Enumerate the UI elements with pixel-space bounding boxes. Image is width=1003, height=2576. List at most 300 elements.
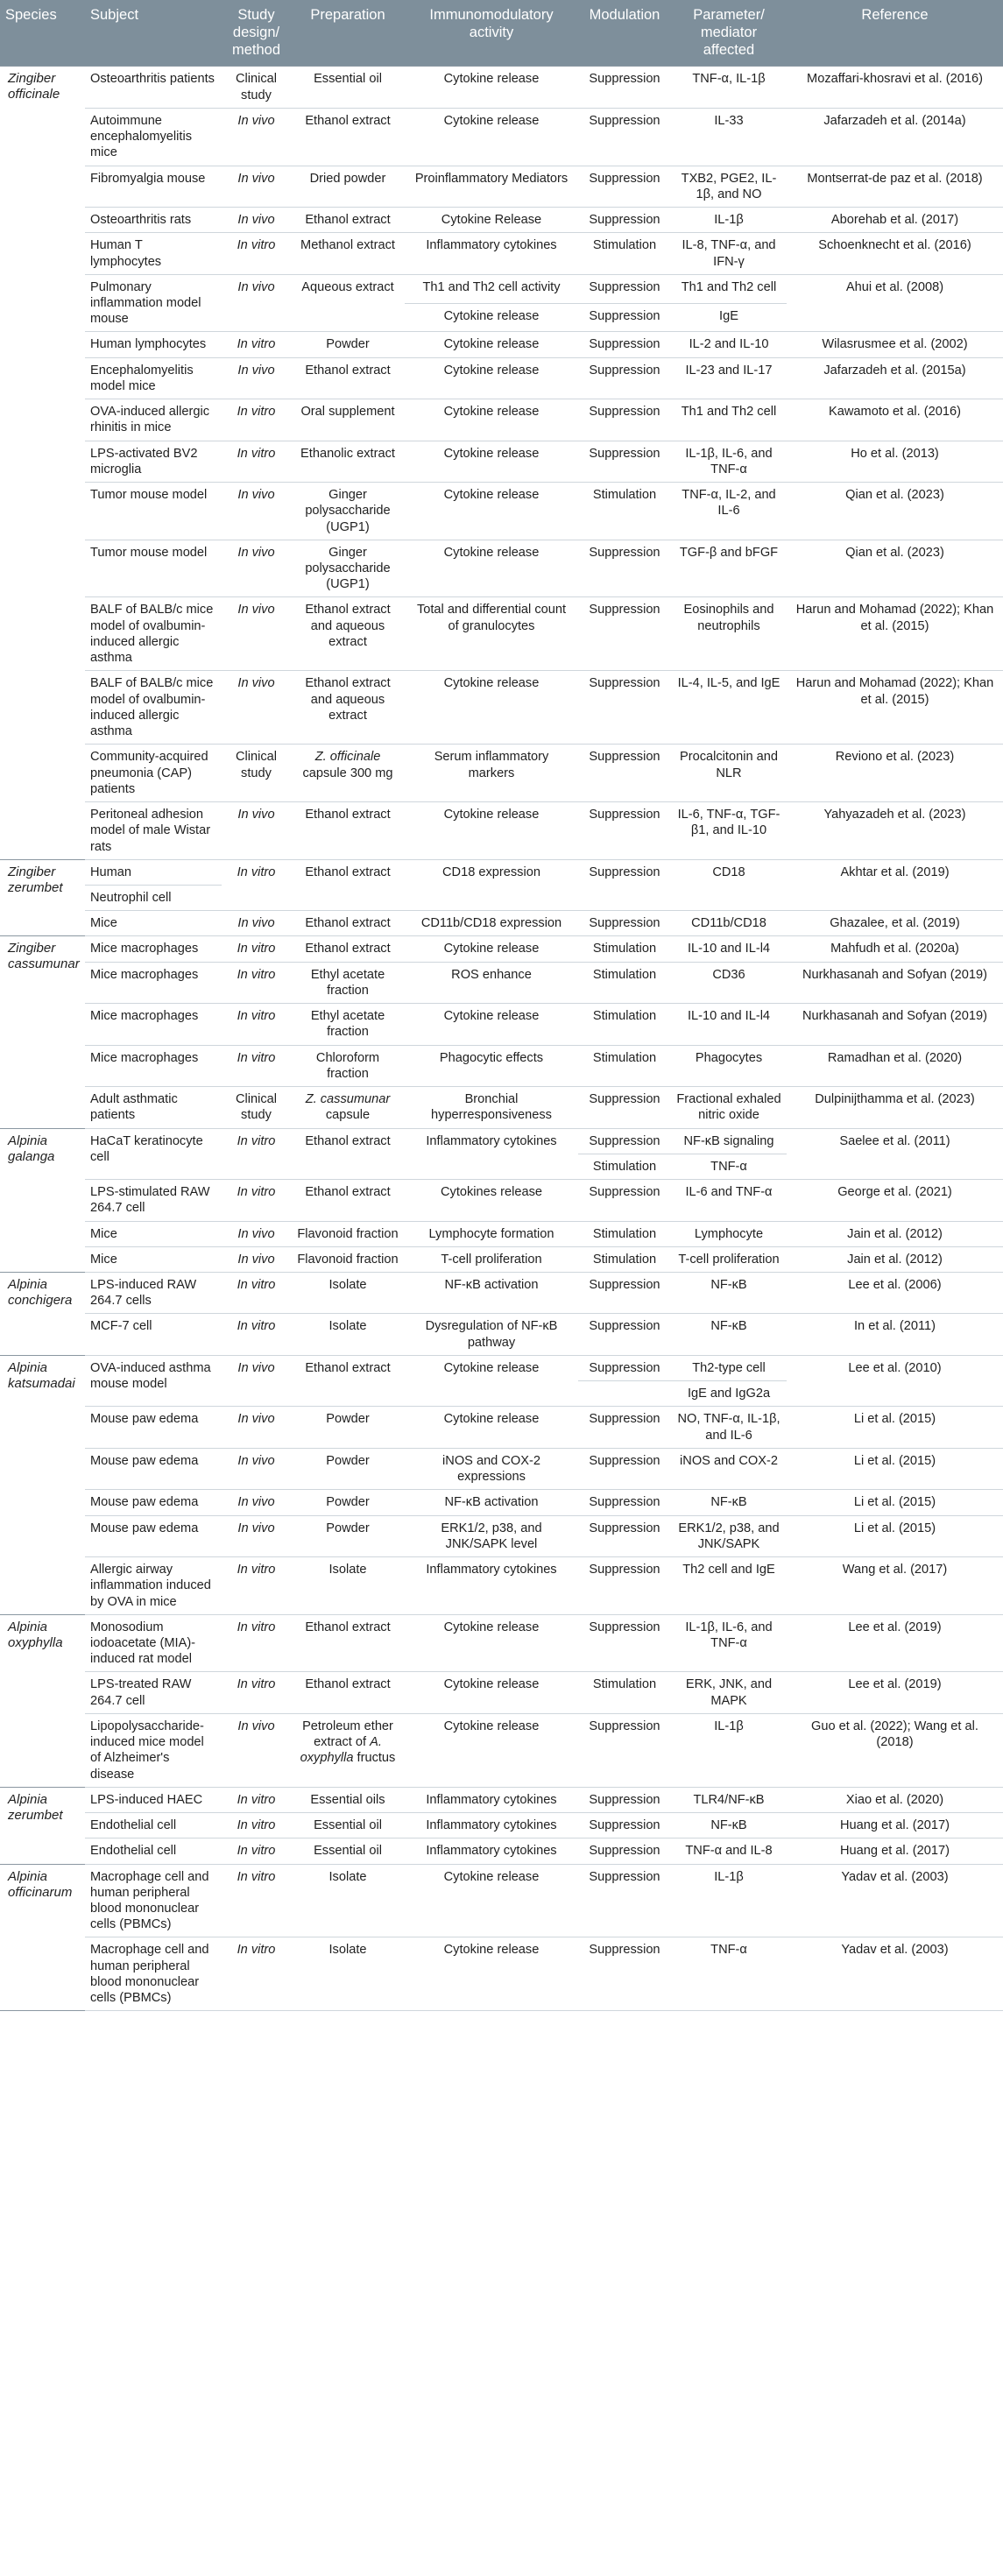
table-row xyxy=(0,802,1003,860)
subject-cell: Macrophage cell and human peripheral blood mononuclear cells (PBMCs) xyxy=(85,1937,222,2011)
reference-cell: Wilasrusmee et al. (2002) xyxy=(787,332,1003,357)
activity-cell: NF-κB activation xyxy=(405,1490,578,1515)
preparation-cell: Isolate xyxy=(291,1864,405,1937)
table-row xyxy=(0,1180,1003,1221)
preparation-cell: Isolate xyxy=(291,1557,405,1615)
subject-cell: BALF of BALB/c mice model of ovalbumin-induced allergic asthma xyxy=(85,671,222,745)
modulation-cell: Stimulation xyxy=(578,1154,671,1179)
design-cell: In vivo xyxy=(222,1713,291,1787)
design-cell: In vitro xyxy=(222,1004,291,1045)
activity-cell: Cytokine release xyxy=(405,67,578,108)
subject-cell: LPS-treated RAW 264.7 cell xyxy=(85,1672,222,1713)
reference-cell: Lee et al. (2019) xyxy=(787,1672,1003,1713)
reference-cell: Lee et al. (2019) xyxy=(787,1614,1003,1672)
reference-cell: Li et al. (2015) xyxy=(787,1515,1003,1556)
design-cell: In vitro xyxy=(222,441,291,482)
modulation-cell: Suppression xyxy=(578,303,671,332)
reference-cell: Jain et al. (2012) xyxy=(787,1221,1003,1246)
preparation-cell: Ethanol extract xyxy=(291,1128,405,1179)
design-cell: In vitro xyxy=(222,1314,291,1355)
modulation-cell: Suppression xyxy=(578,1355,671,1380)
subject-cell: Mouse paw edema xyxy=(85,1407,222,1448)
activity-cell: Cytokine release xyxy=(405,1713,578,1787)
activity-cell: Cytokine release xyxy=(405,1614,578,1672)
activity-cell: Inflammatory cytokines xyxy=(405,1813,578,1838)
subject-cell: Mice xyxy=(85,1221,222,1246)
subject-cell: LPS-activated BV2 microglia xyxy=(85,441,222,482)
subject-cell: OVA-induced allergic rhinitis in mice xyxy=(85,399,222,441)
reference-cell: Ghazalee, et al. (2019) xyxy=(787,911,1003,936)
design-cell: In vivo xyxy=(222,597,291,671)
activity-cell: Cytokine release xyxy=(405,671,578,745)
preparation-cell: Ethanol extract xyxy=(291,859,405,910)
parameter-cell: TLR4/NF-κB xyxy=(671,1787,787,1812)
modulation-cell: Suppression xyxy=(578,1838,671,1864)
subject-cell: Mice macrophages xyxy=(85,1045,222,1086)
header-parameter: Parameter/ mediator affected xyxy=(671,0,787,67)
activity-cell: Cytokine release xyxy=(405,399,578,441)
table-row xyxy=(0,671,1003,745)
reference-cell: Yahyazadeh et al. (2023) xyxy=(787,802,1003,860)
modulation-cell: Suppression xyxy=(578,1557,671,1615)
reference-cell: Huang et al. (2017) xyxy=(787,1838,1003,1864)
header-modulation: Modulation xyxy=(578,0,671,67)
parameter-cell: TNF-α xyxy=(671,1154,787,1179)
subject-cell: Osteoarthritis patients xyxy=(85,67,222,108)
table-row xyxy=(0,1448,1003,1489)
preparation-cell: Powder xyxy=(291,1515,405,1556)
subject-cell: BALF of BALB/c mice model of ovalbumin-induced allergic asthma xyxy=(85,597,222,671)
parameter-cell: IL-10 and IL-l4 xyxy=(671,1004,787,1045)
subject-cell: Endothelial cell xyxy=(85,1813,222,1838)
reference-cell: Nurkhasanah and Sofyan (2019) xyxy=(787,962,1003,1003)
preparation-cell: Flavonoid fraction xyxy=(291,1246,405,1272)
parameter-cell: TNF-α, IL-1β xyxy=(671,67,787,108)
preparation-cell: Ethyl acetate fraction xyxy=(291,962,405,1003)
design-cell: In vivo xyxy=(222,1221,291,1246)
table-row xyxy=(0,1128,1003,1154)
modulation-cell: Suppression xyxy=(578,399,671,441)
modulation-cell: Suppression xyxy=(578,1490,671,1515)
activity-cell: Cytokine release xyxy=(405,1004,578,1045)
parameter-cell: IL-1β, IL-6, and TNF-α xyxy=(671,1614,787,1672)
parameter-cell: IL-23 and IL-17 xyxy=(671,357,787,399)
subject-cell: Mice xyxy=(85,911,222,936)
modulation-cell: Suppression xyxy=(578,441,671,482)
parameter-cell: CD11b/CD18 xyxy=(671,911,787,936)
table-row xyxy=(0,540,1003,597)
preparation-cell: Ethanol extract xyxy=(291,108,405,166)
table-row xyxy=(0,332,1003,357)
modulation-cell: Suppression xyxy=(578,1515,671,1556)
table-row xyxy=(0,233,1003,274)
preparation-cell: Ethanol extract and aqueous extract xyxy=(291,671,405,745)
activity-cell: Dysregulation of NF-κB pathway xyxy=(405,1314,578,1355)
table-row xyxy=(0,1713,1003,1787)
reference-cell: Huang et al. (2017) xyxy=(787,1813,1003,1838)
subject-cell: Human xyxy=(85,859,222,885)
modulation-cell: Stimulation xyxy=(578,483,671,540)
table-row xyxy=(0,441,1003,482)
reference-cell: Lee et al. (2010) xyxy=(787,1355,1003,1406)
activity-cell: Inflammatory cytokines xyxy=(405,1128,578,1179)
design-cell: In vitro xyxy=(222,962,291,1003)
preparation-cell: Ethanol extract xyxy=(291,1614,405,1672)
subject-cell: Macrophage cell and human peripheral blood mononuclear cells (PBMCs) xyxy=(85,1864,222,1937)
reference-cell: Kawamoto et al. (2016) xyxy=(787,399,1003,441)
modulation-cell xyxy=(578,1381,671,1407)
design-cell: In vitro xyxy=(222,1864,291,1937)
table-row xyxy=(0,1246,1003,1272)
reference-cell: George et al. (2021) xyxy=(787,1180,1003,1221)
reference-cell: In et al. (2011) xyxy=(787,1314,1003,1355)
species-cell: Alpinia officinarum xyxy=(0,1864,85,2011)
parameter-cell: Lymphocyte xyxy=(671,1221,787,1246)
design-cell: In vivo xyxy=(222,1448,291,1489)
subject-cell: Allergic airway inflammation induced by OVA in mice xyxy=(85,1557,222,1615)
design-cell: In vivo xyxy=(222,911,291,936)
activity-cell: ROS enhance xyxy=(405,962,578,1003)
activity-cell: Cytokine release xyxy=(405,936,578,962)
species-cell: Zingiber zerumbet xyxy=(0,859,85,936)
table-body xyxy=(0,67,1003,2011)
activity-cell: Inflammatory cytokines xyxy=(405,233,578,274)
parameter-cell: Eosinophils and neutrophils xyxy=(671,597,787,671)
table-row xyxy=(0,1937,1003,2011)
reference-cell: Qian et al. (2023) xyxy=(787,483,1003,540)
subject-cell: LPS-induced RAW 264.7 cells xyxy=(85,1272,222,1313)
table-row xyxy=(0,1557,1003,1615)
subject-cell: Adult asthmatic patients xyxy=(85,1087,222,1128)
activity-cell: Serum inflammatory markers xyxy=(405,745,578,802)
modulation-cell: Stimulation xyxy=(578,1672,671,1713)
design-cell: In vivo xyxy=(222,1490,291,1515)
activity-cell: Cytokine release xyxy=(405,332,578,357)
header-design: Study design/ method xyxy=(222,0,291,67)
modulation-cell: Stimulation xyxy=(578,1045,671,1086)
preparation-cell: Ethanol extract xyxy=(291,936,405,962)
modulation-cell: Suppression xyxy=(578,1614,671,1672)
preparation-cell: Methanol extract xyxy=(291,233,405,274)
modulation-cell: Suppression xyxy=(578,1864,671,1937)
parameter-cell: IL-10 and IL-l4 xyxy=(671,936,787,962)
design-cell: In vitro xyxy=(222,1937,291,2011)
table-row xyxy=(0,1864,1003,1937)
design-cell: In vitro xyxy=(222,1557,291,1615)
design-cell: In vivo xyxy=(222,166,291,207)
table-row xyxy=(0,1314,1003,1355)
preparation-cell: Essential oil xyxy=(291,67,405,108)
parameter-cell: IL-33 xyxy=(671,108,787,166)
reference-cell: Jafarzadeh et al. (2015a) xyxy=(787,357,1003,399)
table-row xyxy=(0,1515,1003,1556)
activity-cell: Th1 and Th2 cell activity xyxy=(405,274,578,303)
parameter-cell: CD18 xyxy=(671,859,787,910)
parameter-cell: iNOS and COX-2 xyxy=(671,1448,787,1489)
parameter-cell: TNF-α xyxy=(671,1937,787,2011)
preparation-cell: Ethanol extract xyxy=(291,1355,405,1406)
modulation-cell: Suppression xyxy=(578,1407,671,1448)
subject-cell: Lipopolysaccharide-induced mice model of Alzheimer's disease xyxy=(85,1713,222,1787)
preparation-cell: Isolate xyxy=(291,1937,405,2011)
subject-cell: LPS-induced HAEC xyxy=(85,1787,222,1812)
species-cell: Alpinia galanga xyxy=(0,1128,85,1272)
preparation-cell: Ethanol extract xyxy=(291,1672,405,1713)
activity-cell: CD11b/CD18 expression xyxy=(405,911,578,936)
subject-cell: Tumor mouse model xyxy=(85,483,222,540)
parameter-cell: IgE and IgG2a xyxy=(671,1381,787,1407)
parameter-cell: IL-1β, IL-6, and TNF-α xyxy=(671,441,787,482)
parameter-cell: IL-1β xyxy=(671,1864,787,1937)
parameter-cell: Th2-type cell xyxy=(671,1355,787,1380)
design-cell: In vitro xyxy=(222,1272,291,1313)
design-cell: Clinical study xyxy=(222,1087,291,1128)
preparation-cell: Ethanol extract and aqueous extract xyxy=(291,597,405,671)
parameter-cell: Th1 and Th2 cell xyxy=(671,274,787,303)
reference-cell: Jafarzadeh et al. (2014a) xyxy=(787,108,1003,166)
reference-cell: Ahui et al. (2008) xyxy=(787,274,1003,332)
modulation-cell: Stimulation xyxy=(578,1221,671,1246)
preparation-cell: Essential oils xyxy=(291,1787,405,1812)
reference-cell: Dulpinijthamma et al. (2023) xyxy=(787,1087,1003,1128)
reference-cell: Mozaffari-khosravi et al. (2016) xyxy=(787,67,1003,108)
parameter-cell: Phagocytes xyxy=(671,1045,787,1086)
reference-cell: Reviono et al. (2023) xyxy=(787,745,1003,802)
reference-cell: Li et al. (2015) xyxy=(787,1407,1003,1448)
design-cell: In vitro xyxy=(222,859,291,910)
subject-cell: Tumor mouse model xyxy=(85,540,222,597)
reference-cell: Ho et al. (2013) xyxy=(787,441,1003,482)
parameter-cell: IL-4, IL-5, and IgE xyxy=(671,671,787,745)
table-row xyxy=(0,399,1003,441)
design-cell: In vitro xyxy=(222,1045,291,1086)
activity-cell: Inflammatory cytokines xyxy=(405,1557,578,1615)
subject-cell: Mice xyxy=(85,1246,222,1272)
reference-cell: Jain et al. (2012) xyxy=(787,1246,1003,1272)
species-cell: Alpinia katsumadai xyxy=(0,1355,85,1614)
species-cell: Alpinia oxyphylla xyxy=(0,1614,85,1787)
design-cell: In vivo xyxy=(222,108,291,166)
preparation-cell: Powder xyxy=(291,1490,405,1515)
table-row xyxy=(0,936,1003,962)
table-row xyxy=(0,208,1003,233)
design-cell: In vivo xyxy=(222,1515,291,1556)
reference-cell: Akhtar et al. (2019) xyxy=(787,859,1003,910)
modulation-cell: Suppression xyxy=(578,911,671,936)
subject-cell: Mouse paw edema xyxy=(85,1448,222,1489)
activity-cell: Cytokine release xyxy=(405,1864,578,1937)
activity-cell: Cytokine release xyxy=(405,540,578,597)
table-row xyxy=(0,1838,1003,1864)
table-row xyxy=(0,1490,1003,1515)
parameter-cell: NF-κB xyxy=(671,1813,787,1838)
activity-cell: Phagocytic effects xyxy=(405,1045,578,1086)
reference-cell: Nurkhasanah and Sofyan (2019) xyxy=(787,1004,1003,1045)
activity-cell: iNOS and COX-2 expressions xyxy=(405,1448,578,1489)
design-cell: In vitro xyxy=(222,1614,291,1672)
table-row xyxy=(0,274,1003,303)
subject-cell: Pulmonary inflammation model mouse xyxy=(85,274,222,332)
design-cell: In vivo xyxy=(222,208,291,233)
preparation-cell: Petroleum ether extract of A. oxyphylla fructus xyxy=(291,1713,405,1787)
table-row xyxy=(0,1614,1003,1672)
parameter-cell: IL-6 and TNF-α xyxy=(671,1180,787,1221)
preparation-cell: Essential oil xyxy=(291,1813,405,1838)
subject-cell: Mice macrophages xyxy=(85,962,222,1003)
design-cell: In vitro xyxy=(222,936,291,962)
subject-cell: LPS-stimulated RAW 264.7 cell xyxy=(85,1180,222,1221)
reference-cell: Harun and Mohamad (2022); Khan et al. (2015) xyxy=(787,597,1003,671)
reference-cell: Qian et al. (2023) xyxy=(787,540,1003,597)
parameter-cell: IL-1β xyxy=(671,208,787,233)
preparation-cell: Essential oil xyxy=(291,1838,405,1864)
table-row xyxy=(0,1672,1003,1713)
modulation-cell: Suppression xyxy=(578,1087,671,1128)
modulation-cell: Suppression xyxy=(578,1314,671,1355)
subject-cell: Endothelial cell xyxy=(85,1838,222,1864)
preparation-cell: Ethanol extract xyxy=(291,1180,405,1221)
table-row xyxy=(0,1004,1003,1045)
reference-cell: Schoenknecht et al. (2016) xyxy=(787,233,1003,274)
modulation-cell: Stimulation xyxy=(578,936,671,962)
modulation-cell: Suppression xyxy=(578,1180,671,1221)
modulation-cell: Stimulation xyxy=(578,1246,671,1272)
subject-cell: Fibromyalgia mouse xyxy=(85,166,222,207)
reference-cell: Montserrat-de paz et al. (2018) xyxy=(787,166,1003,207)
modulation-cell: Suppression xyxy=(578,1272,671,1313)
modulation-cell: Suppression xyxy=(578,802,671,860)
parameter-cell: Th2 cell and IgE xyxy=(671,1557,787,1615)
header-species: Species xyxy=(0,0,85,67)
activity-cell: Total and differential count of granulocytes xyxy=(405,597,578,671)
table-header-row xyxy=(0,0,1003,67)
activity-cell: Cytokine release xyxy=(405,108,578,166)
design-cell: In vitro xyxy=(222,233,291,274)
header-subject: Subject xyxy=(85,0,222,67)
modulation-cell: Suppression xyxy=(578,67,671,108)
modulation-cell: Suppression xyxy=(578,1937,671,2011)
subject-cell: Peritoneal adhesion model of male Wistar rats xyxy=(85,802,222,860)
subject-cell: Mouse paw edema xyxy=(85,1515,222,1556)
design-cell: In vivo xyxy=(222,357,291,399)
reference-cell: Yadav et al. (2003) xyxy=(787,1864,1003,1937)
preparation-cell: Flavonoid fraction xyxy=(291,1221,405,1246)
parameter-cell: TXB2, PGE2, IL-1β, and NO xyxy=(671,166,787,207)
modulation-cell: Suppression xyxy=(578,1448,671,1489)
preparation-cell: Powder xyxy=(291,1407,405,1448)
table-row xyxy=(0,108,1003,166)
design-cell: In vitro xyxy=(222,1672,291,1713)
table-row xyxy=(0,1407,1003,1448)
preparation-cell: Dried powder xyxy=(291,166,405,207)
table-row xyxy=(0,67,1003,108)
parameter-cell: NO, TNF-α, IL-1β, and IL-6 xyxy=(671,1407,787,1448)
activity-cell: Cytokine Release xyxy=(405,208,578,233)
table-row xyxy=(0,1087,1003,1128)
activity-cell: ERK1/2, p38, and JNK/SAPK level xyxy=(405,1515,578,1556)
design-cell: Clinical study xyxy=(222,745,291,802)
parameter-cell: Procalcitonin and NLR xyxy=(671,745,787,802)
activity-cell: Cytokine release xyxy=(405,1937,578,2011)
preparation-cell: Z. cassumunar capsule xyxy=(291,1087,405,1128)
activity-cell: Cytokine release xyxy=(405,303,578,332)
parameter-cell: IL-2 and IL-10 xyxy=(671,332,787,357)
header-preparation: Preparation xyxy=(291,0,405,67)
activity-cell: Inflammatory cytokines xyxy=(405,1787,578,1812)
activity-cell: Lymphocyte formation xyxy=(405,1221,578,1246)
design-cell: Clinical study xyxy=(222,67,291,108)
design-cell: In vitro xyxy=(222,1787,291,1812)
preparation-cell: Ethanol extract xyxy=(291,802,405,860)
table-row xyxy=(0,859,1003,885)
parameter-cell: IL-8, TNF-α, and IFN-γ xyxy=(671,233,787,274)
design-cell: In vivo xyxy=(222,1355,291,1406)
preparation-cell: Aqueous extract xyxy=(291,274,405,332)
preparation-cell: Isolate xyxy=(291,1314,405,1355)
preparation-cell: Chloroform fraction xyxy=(291,1045,405,1086)
modulation-cell: Stimulation xyxy=(578,962,671,1003)
subject-cell: Monosodium iodoacetate (MIA)-induced rat model xyxy=(85,1614,222,1672)
table-row xyxy=(0,1221,1003,1246)
parameter-cell: NF-κB xyxy=(671,1272,787,1313)
design-cell: In vitro xyxy=(222,1838,291,1864)
modulation-cell: Suppression xyxy=(578,332,671,357)
design-cell: In vitro xyxy=(222,1128,291,1179)
activity-cell: T-cell proliferation xyxy=(405,1246,578,1272)
reference-cell: Mahfudh et al. (2020a) xyxy=(787,936,1003,962)
design-cell: In vivo xyxy=(222,671,291,745)
activity-cell: Cytokine release xyxy=(405,1355,578,1406)
subject-cell: Osteoarthritis rats xyxy=(85,208,222,233)
table-row xyxy=(0,1355,1003,1380)
reference-cell: Saelee et al. (2011) xyxy=(787,1128,1003,1179)
table-row xyxy=(0,745,1003,802)
parameter-cell: IL-6, TNF-α, TGF-β1, and IL-10 xyxy=(671,802,787,860)
preparation-cell: Ethanol extract xyxy=(291,357,405,399)
design-cell: In vivo xyxy=(222,274,291,332)
table-row xyxy=(0,357,1003,399)
parameter-cell: NF-κB xyxy=(671,1314,787,1355)
table-row xyxy=(0,962,1003,1003)
design-cell: In vivo xyxy=(222,1246,291,1272)
species-cell: Zingiber officinale xyxy=(0,67,85,859)
activity-cell: Cytokine release xyxy=(405,1407,578,1448)
header-reference: Reference xyxy=(787,0,1003,67)
preparation-cell: Powder xyxy=(291,1448,405,1489)
table-row xyxy=(0,166,1003,207)
header-activity: Immunomodulatory activity xyxy=(405,0,578,67)
design-cell: In vitro xyxy=(222,1813,291,1838)
activity-cell: CD18 expression xyxy=(405,859,578,910)
table-row xyxy=(0,597,1003,671)
design-cell: In vitro xyxy=(222,1180,291,1221)
modulation-cell: Suppression xyxy=(578,1813,671,1838)
table-row xyxy=(0,911,1003,936)
reference-cell: Ramadhan et al. (2020) xyxy=(787,1045,1003,1086)
reference-cell: Wang et al. (2017) xyxy=(787,1557,1003,1615)
modulation-cell: Suppression xyxy=(578,540,671,597)
table-row xyxy=(0,1787,1003,1812)
subject-cell: Encephalomyelitis model mice xyxy=(85,357,222,399)
subject-cell: Human T lymphocytes xyxy=(85,233,222,274)
subject-cell: OVA-induced asthma mouse model xyxy=(85,1355,222,1406)
activity-cell: Cytokine release xyxy=(405,802,578,860)
activity-cell: Proinflammatory Mediators xyxy=(405,166,578,207)
activity-cell: Cytokine release xyxy=(405,441,578,482)
parameter-cell: IL-1β xyxy=(671,1713,787,1787)
reference-cell: Aborehab et al. (2017) xyxy=(787,208,1003,233)
subject-cell: Autoimmune encephalomyelitis mice xyxy=(85,108,222,166)
